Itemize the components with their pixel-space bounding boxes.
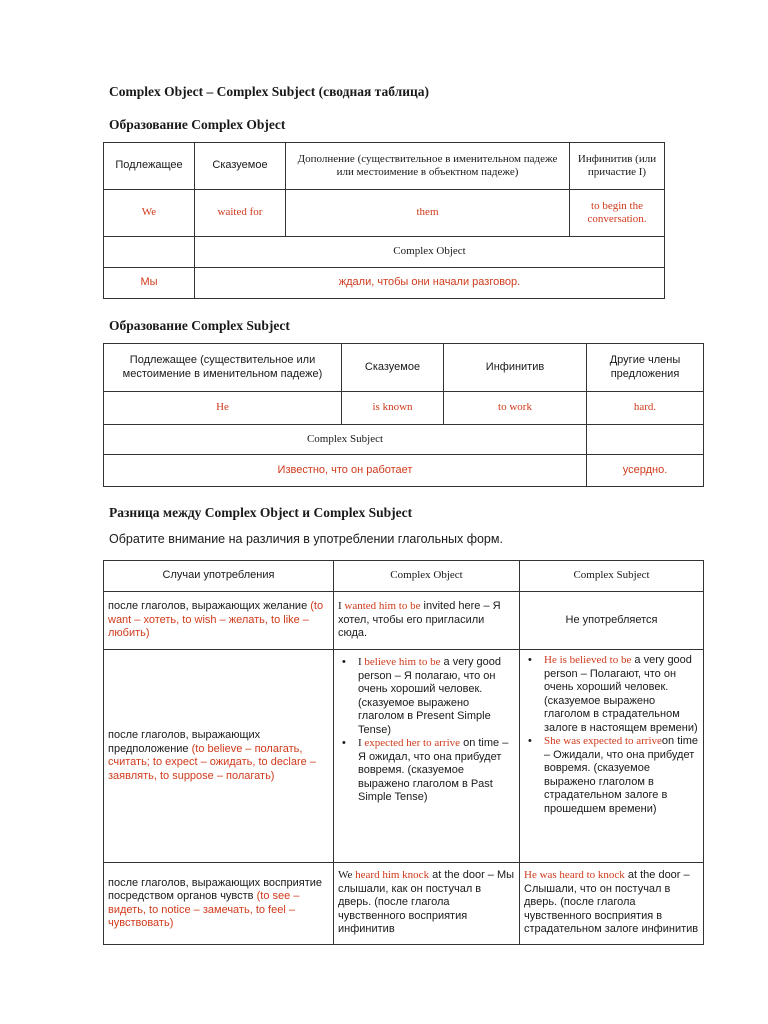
translation-cell: Известно, что он работает <box>104 455 587 487</box>
header-cell: Инфинитив (или причастие I) <box>570 143 665 190</box>
example-cell: We <box>104 190 195 237</box>
section-heading-complex-object: Образование Complex Object <box>109 117 286 132</box>
case-examples: (to want – хотеть, to wish – желать, to like – любить) <box>108 600 324 639</box>
list-item <box>358 656 515 737</box>
list-item <box>358 737 515 805</box>
header-cell: Другие члены предложения <box>587 344 704 392</box>
example-highlight: He was heard to knock <box>524 869 625 881</box>
case-examples: (to believe – полагать, считать; to expect – ожидать, to declare – заявлять, to suppose – полагать) <box>108 742 316 782</box>
complex-subject-example-assumption <box>520 650 704 863</box>
case-text: после глаголов, выражающих желание <box>108 600 311 612</box>
case-text: после глаголов, выражающих предположение <box>108 729 261 755</box>
complex-object-example-assumption <box>334 650 520 863</box>
section-heading-complex-subject: Образование Complex Subject <box>109 318 290 333</box>
example-highlight: She was expected to arrive <box>544 735 662 747</box>
example-post: on time – Я ожидал, что она прибудет вовремя. (сказуемое выражено глаголом в Past Simple Tense) <box>358 737 509 803</box>
header-cell: Complex Object <box>334 561 520 592</box>
note-text: Обратите внимание на различия в употреблении глагольных форм. <box>109 532 503 546</box>
complex-object-example-perception <box>334 863 520 945</box>
example-highlight: believe him to be <box>364 656 441 668</box>
translation-cell: Мы <box>104 268 195 299</box>
section-heading-difference: Разница между Complex Object и Complex Subject <box>109 505 413 520</box>
case-cell-perception <box>104 863 334 945</box>
page-title: Complex Object – Complex Subject (сводная таблица) <box>109 84 430 99</box>
header-cell: Complex Subject <box>520 561 704 592</box>
case-cell-desire <box>104 592 334 650</box>
complex-subject-example-perception <box>520 863 704 945</box>
header-cell: Сказуемое <box>342 344 444 392</box>
example-pre: I <box>358 656 365 668</box>
complex-subject-example-desire: Не употребляется <box>520 592 704 650</box>
example-highlight: He is believed to be <box>544 654 632 666</box>
complex-subject-table <box>103 343 704 487</box>
list-item <box>544 735 699 816</box>
example-post: a very good person – Полагают, что он очень хороший человек. (сказуемое выражено глаголом в страдательном залоге в настоящем времени) <box>544 654 698 734</box>
example-cell: is known <box>342 392 444 425</box>
example-pre: I <box>358 737 365 749</box>
case-examples: (to see – видеть, to notice – замечать, to feel – чувствовать) <box>108 890 300 929</box>
example-cell: waited for <box>195 190 286 237</box>
example-highlight: heard him knock <box>355 869 430 881</box>
example-highlight: expected her to arrive <box>364 737 461 749</box>
header-cell: Подлежащее (существительное или местоимение в именительном падеже) <box>104 344 342 392</box>
header-cell: Сказуемое <box>195 143 286 190</box>
header-cell: Подлежащее <box>104 143 195 190</box>
example-cell: hard. <box>587 392 704 425</box>
example-post: on time – Ожидали, что она прибудет вовремя. (сказуемое выражено глаголом в страдательном залоге в прошедшем времени) <box>544 735 698 815</box>
example-cell: them <box>286 190 570 237</box>
example-cell: to work <box>444 392 587 425</box>
complex-object-table <box>103 142 665 299</box>
example-post: at the door – Слышали, что он постучал в дверь. (после глагола чувственного восприятия в страдательном залоге инфинитив <box>524 869 699 935</box>
case-text: после глаголов, выражающих восприятие посредством органов чувств <box>108 876 323 902</box>
empty-cell <box>587 425 704 455</box>
header-cell: Случаи употребления <box>104 561 334 592</box>
translation-cell: усердно. <box>587 455 704 487</box>
case-cell-assumption <box>104 650 334 863</box>
example-cell: He <box>104 392 342 425</box>
example-highlight: wanted him to be <box>344 600 421 612</box>
header-cell: Дополнение (существительное в именительном падеже или местоимение в объектном падеже) <box>286 143 570 190</box>
construct-label-cell: Complex Object <box>195 237 665 268</box>
example-post: invited here – Я хотел, чтобы его пригласили сюда. <box>338 600 501 639</box>
list-item <box>544 654 699 735</box>
header-cell: Инфинитив <box>444 344 587 392</box>
translation-cell: ждали, чтобы они начали разговор. <box>195 268 665 299</box>
example-pre: I <box>338 600 345 612</box>
example-post: a very good person – Я полагаю, что он очень хороший человек. (сказуемое выражено глаголом в Present Simple Tense) <box>358 656 502 736</box>
difference-table <box>103 560 704 945</box>
construct-label-cell: Complex Subject <box>104 425 587 455</box>
example-cell: to begin the conversation. <box>570 190 665 237</box>
example-post: at the door – Мы слышали, как он постучал в дверь. (после глагола чувственного восприятия инфинитив <box>338 869 515 935</box>
empty-cell <box>104 237 195 268</box>
example-pre: We <box>338 869 356 881</box>
complex-object-example-desire <box>334 592 520 650</box>
